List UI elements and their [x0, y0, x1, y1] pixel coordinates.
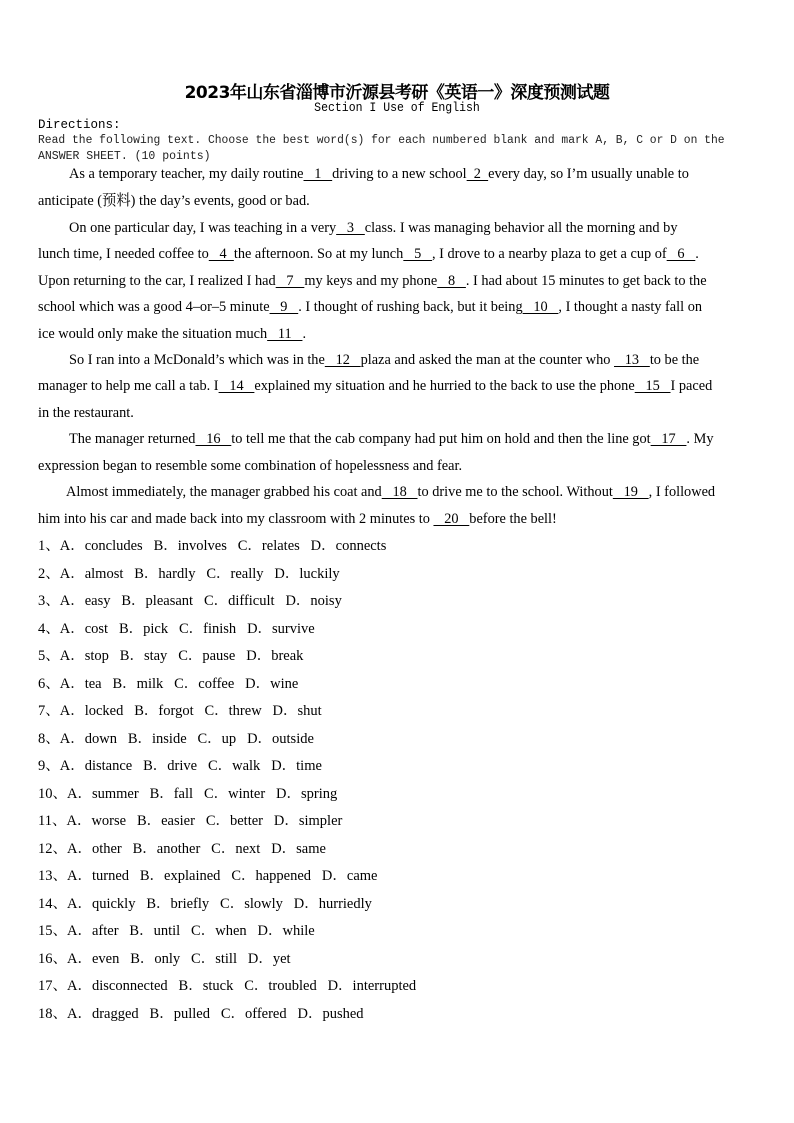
option-a: A．distance — [59, 758, 133, 774]
passage-line — [38, 245, 699, 263]
option-d: D．hurriedly — [293, 895, 372, 912]
passage-text: So I ran into a McDonald’s which was in the — [69, 352, 325, 368]
option-b: B．inside — [127, 730, 187, 747]
option-c: C．finish — [178, 620, 237, 637]
passage-line: expression began to resemble some combination of hopelessness and fear. — [38, 458, 463, 474]
directions-label: Directions: — [38, 118, 121, 132]
passage-line — [38, 325, 306, 343]
passage-text: plaza and asked the man at the counter who — [360, 352, 615, 368]
passage-line: anticipate (预料) the day’s events, good or bad. — [38, 193, 310, 209]
option-c: C．when — [191, 923, 247, 939]
question-number: 15、 — [38, 923, 67, 939]
passage-text: ice would only make the situation much — [38, 326, 268, 342]
question-6 — [38, 675, 298, 693]
option-d: D．luckily — [274, 565, 340, 582]
option-d: D．shut — [272, 703, 322, 719]
blank-13: 13 — [614, 352, 650, 368]
blank-10: 10 — [522, 299, 559, 315]
option-b: B．explained — [139, 868, 221, 884]
option-b: B．forgot — [134, 703, 194, 719]
option-b: B．pick — [118, 620, 169, 637]
option-b: B．only — [130, 950, 181, 967]
passage-line — [38, 377, 712, 395]
option-a: A．concludes — [59, 538, 143, 554]
option-b: B．briefly — [146, 895, 210, 912]
question-7 — [38, 702, 322, 720]
option-d: D．time — [271, 758, 322, 774]
option-c: C．pause — [178, 648, 236, 664]
blank-19: 19 — [612, 484, 649, 500]
option-d: D．came — [321, 868, 378, 884]
option-c: C．offered — [220, 1005, 287, 1022]
option-d: D．noisy — [285, 593, 342, 609]
passage-text: As a temporary teacher, my daily routine — [69, 166, 304, 182]
passage-text: class. I was managing behavior all the morning and by — [364, 220, 678, 236]
question-4 — [38, 620, 315, 638]
question-number: 8、 — [38, 730, 60, 747]
question-9 — [38, 757, 322, 775]
option-a: A．disconnected — [67, 978, 168, 994]
question-number: 7、 — [38, 703, 60, 719]
option-a: A．easy — [59, 593, 111, 609]
passage-text: to drive me to the school. Without — [417, 484, 613, 500]
option-b: B．easier — [136, 813, 195, 829]
passage-text: The manager returned — [69, 431, 196, 447]
blank-18: 18 — [381, 484, 418, 500]
passage-line — [69, 430, 713, 448]
question-number: 4、 — [38, 620, 60, 637]
directions-text-line-2: ANSWER SHEET. (10 points) — [38, 150, 211, 163]
question-10 — [38, 785, 337, 803]
blank-12: 12 — [324, 352, 361, 368]
question-number: 1、 — [38, 538, 60, 554]
option-a: A．worse — [66, 813, 127, 829]
question-14 — [38, 895, 372, 913]
option-a: A．even — [67, 950, 120, 967]
section-heading: Section I Use of English — [314, 101, 480, 115]
passage-text: . I thought of rushing back, but it being — [298, 299, 523, 315]
question-11 — [38, 812, 342, 830]
passage-line — [38, 298, 702, 316]
passage-text: every day, so I’m usually unable to — [488, 166, 689, 182]
option-c: C．coffee — [174, 675, 235, 692]
option-c: C．relates — [237, 538, 300, 554]
option-d: D．break — [246, 648, 304, 664]
question-13 — [38, 867, 377, 885]
passage-line — [69, 351, 699, 369]
passage-line — [38, 510, 557, 528]
passage-text: I paced — [670, 378, 713, 394]
option-c: C．up — [197, 730, 237, 747]
option-a: A．other — [67, 840, 122, 857]
option-a: A．down — [59, 730, 117, 747]
question-number: 17、 — [38, 978, 67, 994]
passage-text: . I had about 15 minutes to get back to the — [465, 273, 707, 289]
question-number: 10、 — [38, 785, 67, 802]
passage-line — [69, 219, 677, 237]
question-3 — [38, 592, 342, 610]
question-number: 3、 — [38, 593, 60, 609]
option-d: D．same — [271, 840, 326, 857]
question-8 — [38, 730, 314, 748]
question-15 — [38, 922, 315, 940]
passage-line — [66, 483, 715, 501]
blank-1: 1 — [303, 166, 333, 182]
question-number: 11、 — [38, 813, 67, 829]
question-number: 13、 — [38, 868, 67, 884]
question-number: 18、 — [38, 1005, 67, 1022]
option-c: C．difficult — [203, 593, 275, 609]
passage-line: in the restaurant. — [38, 405, 134, 421]
option-c: C．threw — [204, 703, 262, 719]
passage-text: . — [695, 246, 699, 262]
option-a: A．dragged — [67, 1005, 139, 1022]
option-b: B．pleasant — [121, 593, 194, 609]
passage-text: to be the — [649, 352, 700, 368]
option-b: B．until — [129, 923, 181, 939]
blank-4: 4 — [208, 246, 234, 262]
directions-text-line-1: Read the following text. Choose the best word(s) for each numbered blank and mark A, B, C or D on the — [38, 134, 725, 147]
blank-16: 16 — [195, 431, 232, 447]
question-number: 2、 — [38, 565, 60, 582]
passage-text: explained my situation and he hurried to the back to use the phone — [254, 378, 635, 394]
passage-text: Almost immediately, the manager grabbed his coat and — [66, 484, 382, 500]
blank-17: 17 — [650, 431, 687, 447]
passage-text: . My — [686, 431, 714, 447]
option-a: A．after — [67, 923, 119, 939]
blank-7: 7 — [275, 273, 305, 289]
option-d: D．spring — [276, 785, 338, 802]
option-d: D．simpler — [273, 813, 343, 829]
option-d: D．connects — [310, 538, 387, 554]
option-b: B．pulled — [149, 1005, 210, 1022]
passage-line — [69, 165, 689, 183]
blank-15: 15 — [634, 378, 671, 394]
question-12 — [38, 840, 326, 858]
option-c: C．happened — [231, 868, 312, 884]
passage-text: to tell me that the cab company had put him on hold and then the line got — [231, 431, 651, 447]
blank-11: 11 — [267, 326, 303, 342]
blank-3: 3 — [336, 220, 365, 236]
passage-text: the afternoon. So at my lunch — [233, 246, 404, 262]
option-c: C．really — [206, 565, 264, 582]
option-b: B．hardly — [134, 565, 196, 582]
question-16 — [38, 950, 291, 968]
option-a: A．almost — [59, 565, 124, 582]
question-2 — [38, 565, 340, 583]
blank-2: 2 — [466, 166, 489, 182]
option-d: D．outside — [247, 730, 314, 747]
blank-8: 8 — [437, 273, 466, 289]
blank-9: 9 — [269, 299, 299, 315]
passage-text: . — [302, 326, 307, 342]
option-c: C．walk — [207, 758, 261, 774]
passage-text: , I drove to a nearby plaza to get a cup of — [431, 246, 667, 262]
option-a: A．stop — [59, 648, 109, 664]
option-a: A．tea — [59, 675, 102, 692]
option-c: C．still — [191, 950, 237, 967]
page-title: 2023年山东省淄博市沂源县考研《英语一》深度预测试题 — [184, 83, 610, 103]
option-c: C．slowly — [220, 895, 283, 912]
passage-text: , I thought a nasty fall on — [558, 299, 703, 315]
option-b: B．fall — [149, 785, 194, 802]
passage-text: , I followed — [648, 484, 716, 500]
question-18 — [38, 1005, 364, 1023]
option-a: A．turned — [67, 868, 130, 884]
option-d: D．while — [257, 923, 315, 939]
question-5 — [38, 647, 303, 665]
question-17 — [38, 977, 416, 995]
passage-text: On one particular day, I was teaching in a very — [69, 220, 337, 236]
option-c: C．next — [211, 840, 261, 857]
option-b: B．milk — [112, 675, 164, 692]
question-number: 5、 — [38, 648, 60, 664]
passage-text: before the bell! — [469, 511, 557, 527]
option-a: A．cost — [59, 620, 109, 637]
option-c: C．better — [205, 813, 263, 829]
passage-text: him into his car and made back into my classroom with 2 minutes to — [38, 511, 434, 527]
option-d: D．survive — [247, 620, 315, 637]
option-b: B．stay — [119, 648, 168, 664]
option-d: D．yet — [247, 950, 291, 967]
option-d: D．pushed — [297, 1005, 364, 1022]
blank-20: 20 — [433, 511, 470, 527]
passage-text: school which was a good 4–or–5 minute — [38, 299, 270, 315]
option-a: A．quickly — [67, 895, 136, 912]
passage-text: my keys and my phone — [304, 273, 438, 289]
question-number: 9、 — [38, 758, 60, 774]
passage-text: Upon returning to the car, I realized I had — [38, 273, 276, 289]
question-1 — [38, 537, 386, 555]
passage-text: lunch time, I needed coffee to — [38, 246, 209, 262]
option-a: A．locked — [59, 703, 124, 719]
question-number: 16、 — [38, 950, 67, 967]
option-b: B．involves — [153, 538, 227, 554]
question-number: 12、 — [38, 840, 67, 857]
option-b: B．stuck — [178, 978, 234, 994]
blank-14: 14 — [218, 378, 255, 394]
blank-6: 6 — [666, 246, 696, 262]
option-b: B．another — [132, 840, 201, 857]
option-a: A．summer — [67, 785, 139, 802]
passage-line — [38, 272, 707, 290]
option-d: D．wine — [245, 675, 299, 692]
passage-text: driving to a new school — [332, 166, 467, 182]
question-number: 14、 — [38, 895, 67, 912]
option-d: D．interrupted — [327, 978, 417, 994]
passage-text: manager to help me call a tab. I — [38, 378, 219, 394]
question-number: 6、 — [38, 675, 60, 692]
option-c: C．troubled — [244, 978, 317, 994]
option-b: B．drive — [143, 758, 198, 774]
blank-5: 5 — [403, 246, 432, 262]
option-c: C．winter — [203, 785, 266, 802]
